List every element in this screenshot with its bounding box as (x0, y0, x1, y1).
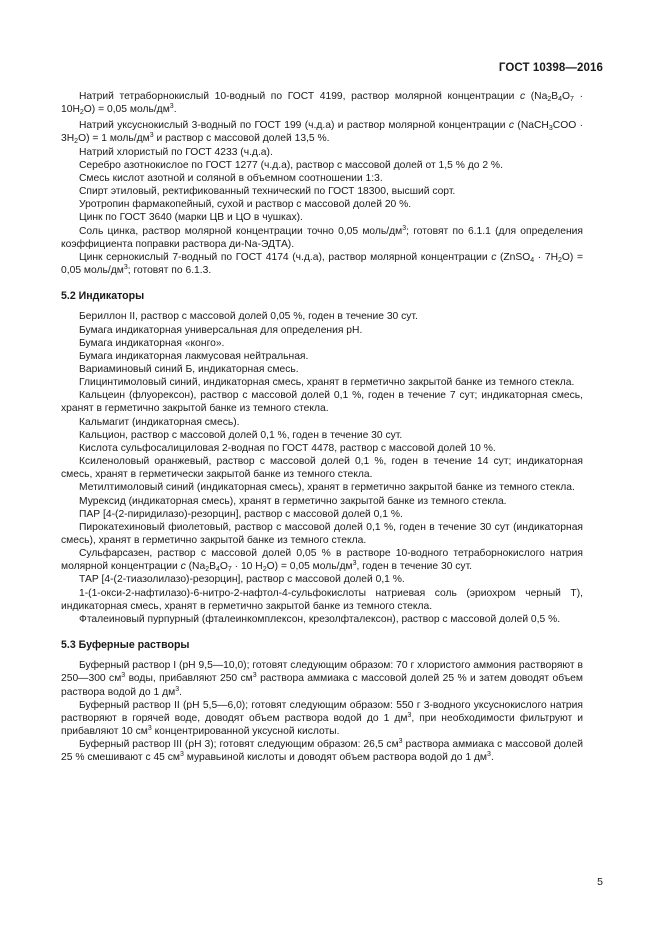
text-run: B (209, 561, 216, 573)
paragraph (61, 442, 583, 455)
paragraph (61, 350, 583, 363)
superscript: 3 (180, 751, 184, 759)
italic-symbol: c (508, 120, 515, 132)
paragraph (61, 495, 583, 508)
text-run: (Na (185, 561, 206, 573)
text-run: Метилтимоловый синий (индикаторная смесь), хранят в герметично закрытой банке из темного стекла. (79, 482, 575, 494)
subscript: 3 (548, 125, 553, 133)
superscript: 3 (123, 264, 128, 272)
paragraph (61, 185, 583, 198)
section-heading: 5.2 Индикаторы (61, 290, 145, 303)
text-run: Натрий тетраборнокислый 10-водный по ГОСТ 4199, раствор молярной концентрации (79, 91, 520, 102)
superscript: 3 (487, 751, 491, 759)
subscript: 7 (227, 566, 232, 574)
text-run: COO · 3H (61, 120, 583, 145)
text-run: · 10H (61, 91, 584, 116)
text-run: Сульфарсазен, раствор с массовой долей 0,05 % в растворе 10-водного тетраборнокислого натрия молярной концентрации (61, 548, 583, 573)
subscript: 2 (205, 566, 210, 574)
text-run: Кальцион, раствор с массовой долей 0,1 %, годен в течение 30 сут. (79, 429, 403, 441)
superscript: 3 (121, 672, 126, 680)
text-run: Фталеиновый пурпурный (фталеинкомплексон, крезолфталексон), раствор с массовой долей 0,5 %. (79, 613, 561, 625)
text-run: O (219, 561, 228, 573)
text-run: Смесь кислот азотной и соляной в объемном соотношении 1:3. (79, 172, 383, 184)
document-body (61, 90, 583, 765)
paragraph (61, 225, 583, 251)
paragraph (61, 172, 583, 185)
text-run: O) = 0,05 моль/дм (83, 104, 170, 116)
text-run: Мурексид (индикаторная смесь), хранят в герметично закрытой банке из темного стекла. (79, 495, 507, 507)
paragraph (61, 508, 583, 521)
text-run: Кислота сульфосалициловая 2-водная по ГОСТ 4478, раствор с массовой долей 10 %. (79, 442, 496, 454)
text-run: , годен в течение 30 сут. (356, 561, 473, 573)
subscript: 4 (558, 96, 563, 103)
superscript: 3 (402, 224, 407, 232)
subscript: 2 (558, 256, 562, 264)
text-run: Бумага индикаторная «конго». (79, 337, 225, 349)
superscript: 3 (147, 725, 152, 733)
text-run: · 7H (534, 251, 559, 263)
text-run: . (179, 686, 182, 698)
paragraph (61, 159, 583, 172)
paragraph (61, 613, 583, 626)
text-run: Бериллон II, раствор с массовой долей 0,05 %, годен в течение 30 сут. (79, 311, 418, 323)
paragraph (61, 416, 583, 429)
paragraph (61, 455, 583, 481)
text-run: (ZnSO (496, 251, 531, 263)
subscript: 4 (215, 566, 220, 574)
section-heading: 5.3 Буферные растворы (61, 639, 190, 652)
subscript: 2 (74, 138, 79, 146)
superscript: 3 (252, 672, 257, 680)
text-run: Бумага индикаторная лакмусовая нейтральная. (79, 350, 309, 362)
text-run: Буферный раствор I (pH 9,5—10,0); готовят следующим образом: 70 г хлористого аммония растворяют в 250—300 см (61, 660, 583, 685)
paragraph (61, 90, 583, 116)
paragraph (61, 573, 583, 586)
text-run: (Na (525, 91, 548, 102)
text-run: Серебро азотнокислое по ГОСТ 1277 (ч.д.а), раствор с массовой долей от 1,5 % до 2 %. (79, 159, 503, 171)
text-run: раствора аммиака с массовой долей 25 % смешивают с 45 см (61, 739, 583, 764)
subscript: 2 (79, 109, 84, 117)
paragraph (61, 429, 583, 442)
text-run: Ксиленоловый оранжевый, раствор с массовой долей 0,1 %, годен в течение 14 сут; индикаторная смесь, хранят в герметически закрытой банке из темного стекла. (61, 456, 583, 481)
text-run: Глицинтимоловый синий, индикаторная смесь, хранят в герметично закрытой банке из темного стекла. (79, 377, 575, 389)
text-run: O) = 0,05 моль/дм (266, 561, 353, 573)
superscript: 3 (352, 560, 357, 568)
paragraph (61, 521, 583, 547)
text-run: O (562, 91, 571, 102)
text-run: . (490, 752, 494, 764)
paragraph (61, 198, 583, 211)
subscript: 4 (530, 256, 535, 264)
text-run: . (173, 104, 177, 116)
text-run: Натрий хлористый по ГОСТ 4233 (ч.д.а). (79, 146, 273, 158)
text-run: ПАР [4-(2-пиридилазо)-резорцин], раствор с массовой долей 0,1 %. (79, 508, 403, 520)
superscript: 3 (398, 738, 403, 746)
paragraph (61, 699, 583, 738)
paragraph (61, 324, 583, 337)
superscript: 3 (407, 711, 412, 719)
text-run: (NaCH (514, 120, 549, 132)
subscript: 2 (262, 566, 267, 574)
text-run: 1-(1-окси-2-нафтилазо)-6-нитро-2-нафтол-4-сульфокислоты натриевая соль (эриохром черный Т), индикаторная смесь, хранят в герметично закрытой банке из темного стекла. (61, 587, 583, 612)
italic-symbol: c (491, 251, 497, 263)
paragraph (61, 659, 583, 698)
text-run: Буферный раствор II (pH 5,5—6,0); готовят следующим образом: 550 г 3-водного уксуснокислого натрия растворяют в горячей воде, доводят объем раствора водой до 1 дм (61, 699, 583, 724)
paragraph (61, 310, 583, 323)
paragraph (61, 481, 583, 494)
text-run: Кальмагит (индикаторная смесь). (79, 416, 240, 428)
text-run: Натрий уксуснокислый 3-водный по ГОСТ 199 (ч.д.а) и раствор молярной концентрации (79, 120, 509, 132)
text-run: Кальцеин (флуорексон), раствор с массовой долей 0,1 %, годен в течение 7 сут; индикаторная смесь, хранят в герметично закрытой банке из темного стекла. (61, 390, 583, 415)
superscript: 3 (175, 685, 180, 693)
standard-header: ГОСТ 10398—2016 (498, 62, 603, 74)
text-run: и раствор с массовой долей 13,5 %. (153, 133, 330, 145)
text-run: O) = 1 моль/дм (78, 133, 150, 145)
text-run: ТАР [4-(2-тиазолилазо)-резорцин], раствор с массовой долей 0,1 %. (79, 574, 405, 586)
paragraph (61, 211, 583, 224)
paragraph (61, 738, 583, 764)
subscript: 7 (570, 96, 574, 103)
text-run: , при необходимости фильтруют и прибавляют 10 см (61, 712, 583, 738)
text-run: концентрированной уксусной кислоты. (151, 726, 340, 738)
paragraph (61, 547, 583, 573)
text-run: Пирокатехиновый фиолетовый, раствор с массовой долей 0,1 %, годен в течение 30 сут (индикаторная смесь), хранят в герметично закрытой банке из темного стекла. (61, 521, 583, 546)
text-run: Вариаминовый синий Б, индикаторная смесь. (79, 363, 299, 375)
paragraph (61, 119, 583, 145)
page-number: 5 (597, 876, 603, 888)
paragraph (61, 376, 583, 389)
text-run: раствора аммиака с массовой долей 25 % и затем доводят объем раствора водой до 1 дм (61, 673, 583, 698)
italic-symbol: c (180, 561, 186, 573)
paragraph (61, 251, 583, 277)
text-run: Цинк сернокислый 7-водный по ГОСТ 4174 (ч.д.а), раствор молярной концентрации (79, 251, 492, 263)
text-run: воды, прибавляют 250 см (125, 673, 253, 685)
text-run: муравьиной кислоты и доводят объем раствора водой до 1 дм (183, 752, 488, 764)
paragraph (61, 587, 583, 613)
superscript: 3 (149, 132, 154, 140)
text-run: Цинк по ГОСТ 3640 (марки ЦВ и ЦО в чушках). (79, 212, 303, 224)
text-run: O) = 0,05 моль/дм (61, 251, 583, 277)
paragraph (61, 337, 583, 350)
paragraph (61, 146, 583, 159)
text-run: ; готовят по 6.1.3. (127, 265, 212, 277)
text-run: B (551, 91, 559, 102)
subscript: 2 (547, 96, 552, 103)
text-run: · 10 H (231, 561, 263, 573)
text-run: Спирт этиловый, ректификованный технический по ГОСТ 18300, высший сорт. (79, 186, 456, 198)
text-run: Буферный раствор III (pH 3); готовят следующим образом: 26,5 см (79, 739, 399, 751)
text-run: Уротропин фармакопейный, сухой и раствор с массовой долей 20 %. (79, 199, 412, 211)
paragraph (61, 389, 583, 415)
text-run: Соль цинка, раствор молярной концентрации точно 0,05 моль/дм (79, 225, 403, 237)
superscript: 3 (169, 103, 174, 111)
paragraph (61, 363, 583, 376)
text-run: ; готовят по 6.1.1 (для определения коэффициента поправки раствора ди-Na-ЭДТА). (61, 225, 583, 250)
text-run: Бумага индикаторная универсальная для определения pH. (79, 324, 363, 336)
italic-symbol: c (519, 91, 526, 102)
